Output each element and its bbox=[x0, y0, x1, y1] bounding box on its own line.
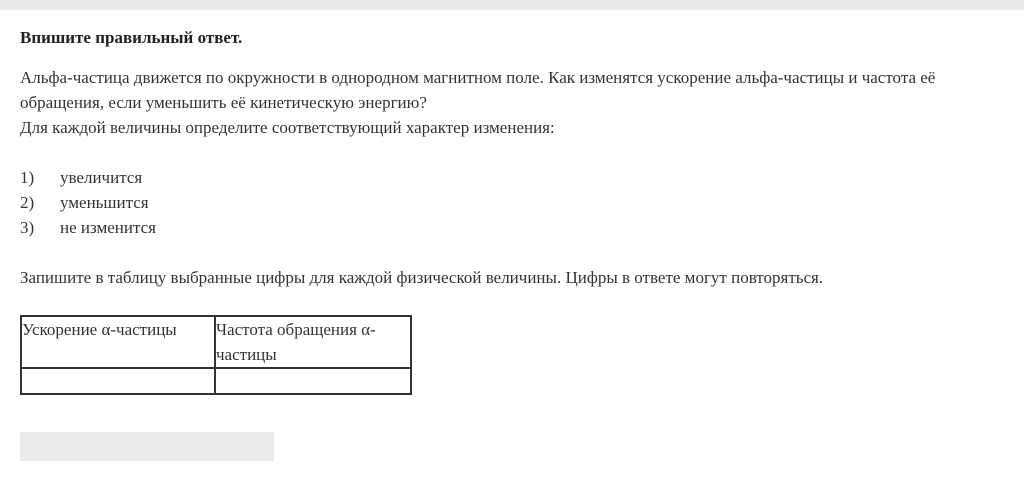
table-instruction: Запишите в таблицу выбранные цифры для каждой физической величины. Цифры в ответе могут повторяться. bbox=[20, 268, 824, 287]
header-frequency: Частота обращения α-частицы bbox=[215, 316, 411, 368]
answer-table-header-row bbox=[21, 316, 411, 368]
answer-table-input-row bbox=[21, 368, 411, 394]
answer-input-frequency[interactable] bbox=[216, 369, 410, 393]
option-item bbox=[20, 165, 156, 190]
header-acceleration: Ускорение α-частицы bbox=[21, 316, 215, 368]
answer-bar bbox=[20, 432, 274, 461]
option-label: уменьшится bbox=[60, 193, 149, 212]
top-bar bbox=[0, 0, 1024, 10]
option-number: 1) bbox=[20, 168, 35, 187]
options-list bbox=[20, 165, 156, 240]
option-number: 3) bbox=[20, 218, 35, 237]
option-item bbox=[20, 215, 156, 240]
question-paragraph: Альфа-частица движется по окружности в однородном магнитном поле. Как изменятся ускорение альфа-частицы и частота её обращения, если уменьшить её кинетическую энергию? bbox=[20, 68, 936, 112]
question-instruction: Для каждой величины определите соответствующий характер изменения: bbox=[20, 118, 555, 137]
answer-input-acceleration[interactable] bbox=[22, 369, 214, 393]
option-label: не изменится bbox=[60, 218, 156, 237]
answer-cell-frequency[interactable] bbox=[215, 368, 411, 394]
option-number: 2) bbox=[20, 193, 35, 212]
task-title: Впишите правильный ответ. bbox=[20, 28, 243, 47]
answer-table bbox=[20, 315, 412, 395]
option-item bbox=[20, 190, 156, 215]
answer-cell-acceleration[interactable] bbox=[21, 368, 215, 394]
question-text bbox=[20, 65, 1010, 140]
option-label: увеличится bbox=[60, 168, 143, 187]
